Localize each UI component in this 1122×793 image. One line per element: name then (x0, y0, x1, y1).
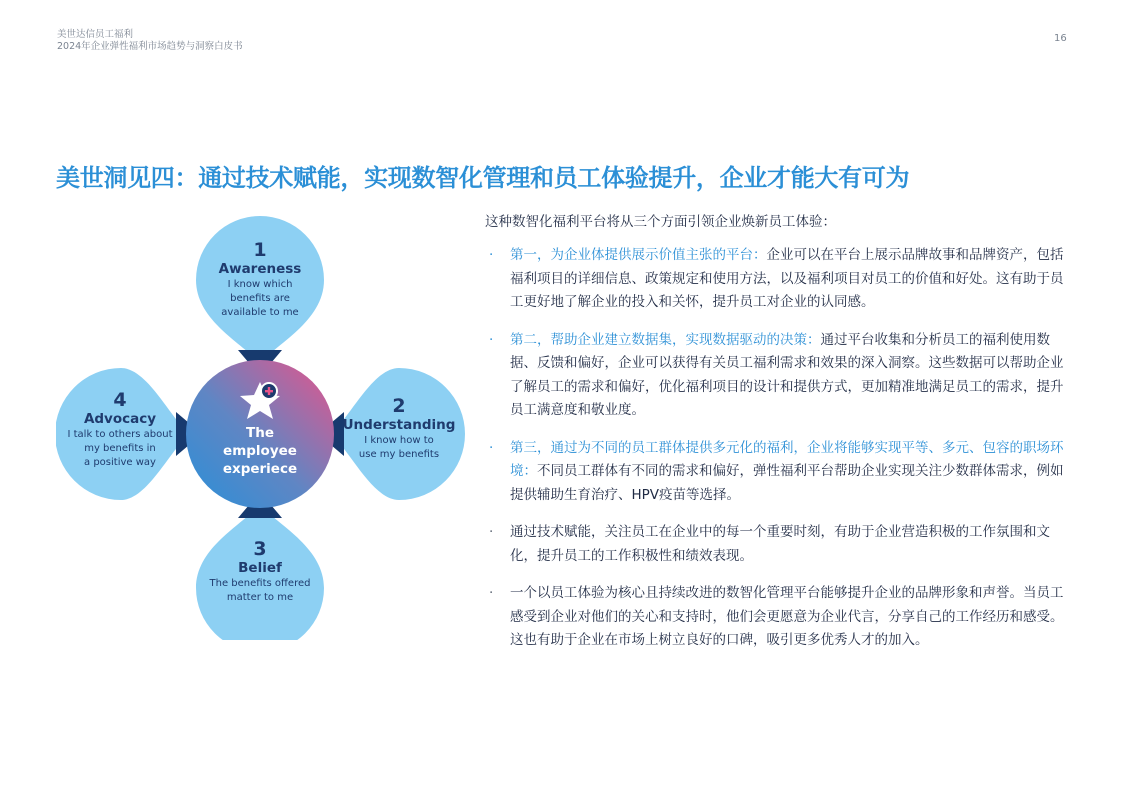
employee-experience-diagram (56, 210, 476, 640)
desc-line: use my benefits (358, 449, 440, 460)
bullet-text: 通过技术赋能，关注员工在企业中的每一个重要时刻，有助于企业营造积极的工作氛围和文化，提升员工的工作积极性和绩效表现。 (510, 524, 1050, 564)
desc-line: The benefits offered (209, 578, 311, 589)
petal-belief (200, 538, 320, 605)
bullet-list (485, 244, 1065, 653)
bullet-dot: · (489, 331, 494, 348)
center-line: experiece (222, 461, 298, 477)
bullet-text: 企业可以在平台上展示品牌故事和品牌资产，包括福利项目的详细信息、政策规定和使用方法，以及福利项目对员工的价值和好处。这有助于员工更好地了解企业的投入和关怀，提升员工对企业的认同感。 (510, 247, 1064, 310)
petal-name: Belief (238, 560, 282, 576)
petal-advocacy (60, 389, 180, 470)
petal-name: Understanding (342, 417, 456, 433)
list-item (485, 582, 1065, 653)
bullet-highlight: 第一，为企业体提供展示价值主张的平台： (510, 247, 767, 263)
bullet-dot: · (489, 585, 494, 601)
page-title: 美世洞见四：通过技术赋能，实现数智化管理和员工体验提升，企业才能大有可为 (56, 164, 910, 192)
header-company: 美世达信员工福利 (57, 29, 134, 40)
desc-line: I talk to others about (67, 429, 173, 440)
petal-name: Advocacy (83, 411, 157, 427)
bullet-text: 不同员工群体有不同的需求和偏好，弹性福利平台帮助企业实现关注少数群体需求，例如提供辅助生育治疗、HPV疫苗等选择。 (510, 463, 1064, 503)
petal-name: Awareness (218, 261, 302, 277)
content-column (485, 213, 1065, 667)
intro-text: 这种数智化福利平台将从三个方面引领企业焕新员工体验： (485, 214, 836, 230)
petal-number: 2 (392, 395, 406, 417)
document-header (57, 29, 243, 53)
bullet-dot: · (489, 524, 494, 540)
petal-awareness (200, 239, 320, 320)
list-item (485, 244, 1065, 315)
petal-description (60, 428, 180, 470)
bullet-dot: · (489, 439, 494, 456)
petal-description (200, 577, 320, 605)
desc-line: my benefits in (84, 443, 156, 454)
petal-number: 4 (113, 389, 127, 411)
header-report-title: 2024年企业弹性福利市场趋势与洞察白皮书 (57, 41, 243, 52)
petal-number: 3 (253, 538, 267, 560)
bullet-text: 通过平台收集和分析员工的福利使用数据、反馈和偏好，企业可以获得有关员工福利需求和效果的深入洞察。这些数据可以帮助企业了解员工的需求和偏好，优化福利项目的设计和提供方式，更加精准地满足员工的需求，提升员工满意度和敬业度。 (510, 331, 1064, 418)
list-item (485, 329, 1065, 423)
bullet-dot: · (489, 247, 494, 263)
desc-line: matter to me (226, 592, 294, 603)
list-item (485, 521, 1065, 568)
bullet-highlight: 第三，通过为不同的员工群体提供多元化的福利，企业将能够实现平等、多元、包容的职场环境： (510, 439, 1064, 479)
bullet-text: 一个以员工体验为核心且持续改进的数智化管理平台能够提升企业的品牌形象和声誉。当员工感受到企业对他们的关心和支持时，他们会更愿意为企业代言，分享自己的工作经历和感受。这也有助于企业在市场上树立良好的口碑，吸引更多优秀人才的加入。 (510, 585, 1064, 648)
list-item (485, 437, 1065, 508)
desc-line: I know which (227, 279, 293, 290)
petal-understanding (338, 395, 460, 462)
center-label (210, 424, 310, 478)
page-number: 16 (1054, 33, 1067, 44)
bullet-highlight: 第二，帮助企业建立数据集，实现数据驱动的决策： (510, 331, 821, 348)
petal-number: 1 (253, 239, 267, 261)
desc-line: a positive way (84, 457, 156, 468)
petal-description (338, 434, 460, 462)
desc-line: benefits are (230, 293, 290, 304)
center-line: The (246, 425, 274, 441)
petal-description (200, 278, 320, 320)
desc-line: I know how to (364, 435, 434, 446)
center-line: employee (223, 443, 297, 459)
desc-line: available to me (221, 307, 299, 318)
